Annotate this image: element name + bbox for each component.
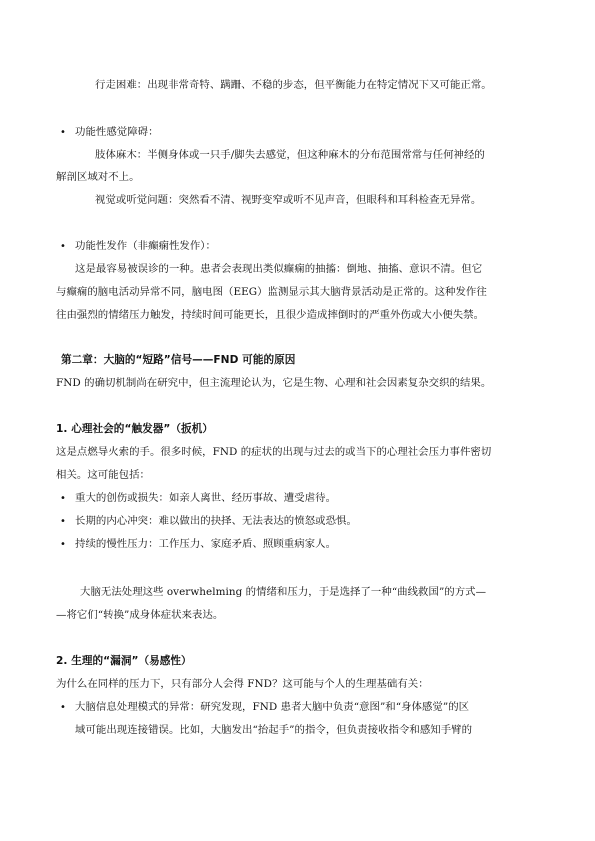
seizure-para-line-2: 与癫痫的脑电活动异常不同，脑电图（EEG）监测显示其大脑背景活动是正常的。这种发作往: [56, 286, 487, 298]
section-2-item-line-2: 域可能出现连接错误。比如，大脑发出“抬起手”的指令，但负责接收指令和感知手臂的: [75, 724, 473, 736]
numbness-line-1: 肢体麻木：半侧身体或一只手/脚失去感觉，但这种麻木的分布范围常常与任何神经的: [95, 149, 485, 161]
seizure-para-line-3: 往由强烈的情绪压力触发，持续时间可能更长，且很少造成摔倒时的严重外伤或大小便失禁。: [56, 309, 485, 321]
section-1-title: 1. 心理社会的“触发器”（扳机）: [56, 423, 213, 435]
bullet-dot: •: [60, 516, 66, 527]
bullet-dot: •: [60, 539, 66, 550]
bullet-dot: •: [60, 127, 66, 138]
list-item: 持续的慢性压力：工作压力、家庭矛盾、照顾重病家人。: [75, 538, 337, 550]
walking-difficulty-text: 行走困难：出现非常奇特、蹒跚、不稳的步态，但平衡能力在特定情况下又可能正常。: [95, 79, 492, 91]
sensory-heading: 功能性感觉障碍：: [75, 126, 159, 138]
section-1-para-line-2: 相关。这可能包括：: [56, 469, 150, 481]
bullet-dot: •: [60, 493, 66, 504]
seizure-para-line-1: 这是最容易被误诊的一种。患者会表现出类似癫痫的抽搐：倒地、抽搐、意识不清。但它: [75, 263, 483, 275]
section-2-item-line-1: 大脑信息处理模式的异常：研究发现，FND 患者大脑中负责“意图”和“身体感觉”的区: [75, 701, 470, 713]
bullet-dot: •: [60, 702, 66, 713]
list-item: 重大的创伤或损失：如亲人离世、经历事故、遭受虐待。: [75, 492, 337, 504]
chapter-2-intro: FND 的确切机制尚在研究中，但主流理论认为，它是生物、心理和社会因素复杂交织的结果。: [56, 377, 492, 389]
vision-hearing-text: 视觉或听觉问题：突然看不清、视野变窄或听不见声音，但眼科和耳科检查无异常。: [95, 194, 482, 206]
section-1-para-line-1: 这是点燃导火索的手。很多时候，FND 的症状的出现与过去的或当下的心理社会压力事件密切: [56, 446, 492, 458]
section-2-intro: 为什么在同样的压力下，只有部分人会得 FND？这可能与个人的生理基础有关：: [56, 678, 429, 690]
seizure-heading: 功能性发作（非癫痫性发作）：: [75, 240, 216, 252]
section-2-title: 2. 生理的“漏洞”（易感性）: [56, 655, 192, 667]
chapter-2-title: 第二章：大脑的“短路”信号——FND 可能的原因: [61, 354, 296, 366]
numbness-line-2: 解剖区域对不上。: [56, 171, 140, 183]
section-1-closing-line-1: 大脑无法处理这些 overwhelming 的情绪和压力，于是选择了一种“曲线救国”的方式—: [80, 586, 487, 598]
section-1-closing-line-2: —将它们“转换”成身体症状来表达。: [56, 609, 224, 621]
list-item: 长期的内心冲突：难以做出的抉择、无法表达的愤怒或恐惧。: [75, 515, 357, 527]
bullet-dot: •: [60, 241, 66, 252]
